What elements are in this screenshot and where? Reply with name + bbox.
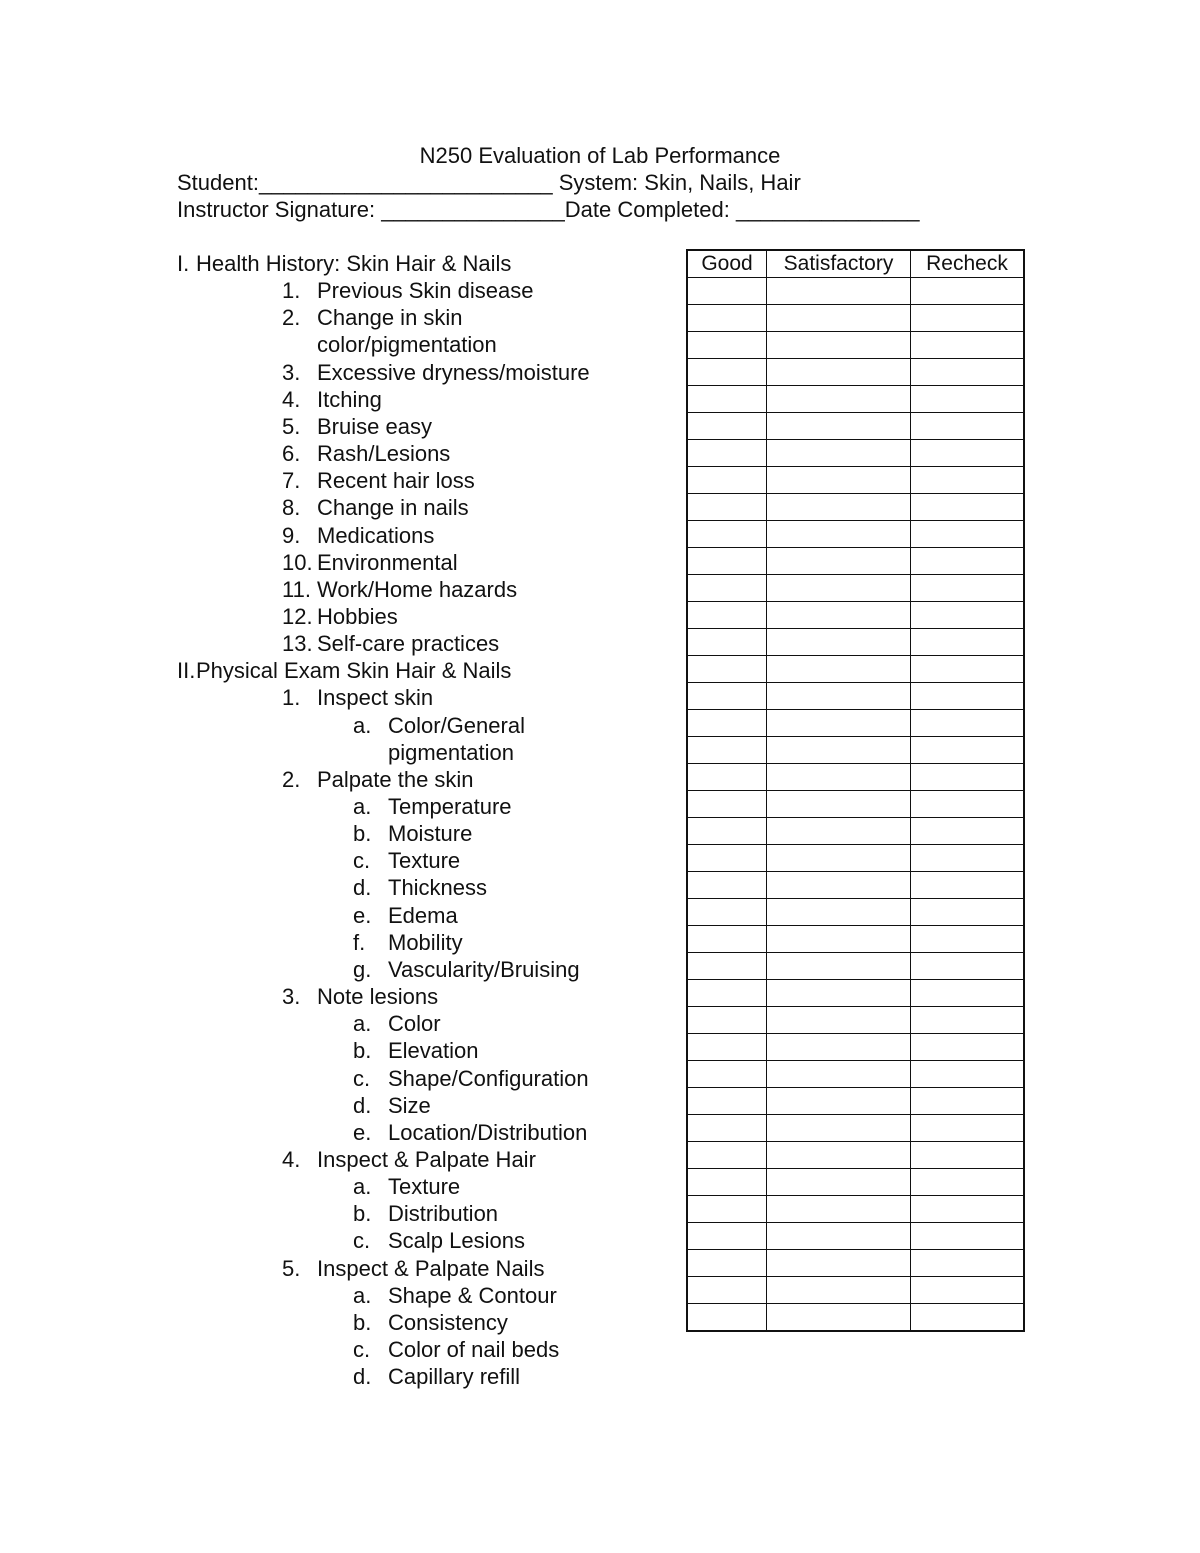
- rating-cell-satisfactory: [767, 1007, 911, 1034]
- outline-item-text: Itching: [317, 386, 382, 412]
- rating-grid-row: [687, 494, 1024, 521]
- outline-item-text: Shape/Configuration: [388, 1065, 589, 1091]
- outline-item-text: Previous Skin disease: [317, 278, 534, 304]
- rating-grid-row: [687, 1034, 1024, 1061]
- rating-cell-good: [687, 1034, 767, 1061]
- outline-item-text: Palpate the skin: [317, 766, 474, 792]
- outline-item-marker: d.: [353, 1092, 372, 1118]
- outline-item-marker: 13.: [282, 631, 313, 657]
- rating-grid-row: [687, 305, 1024, 332]
- rating-cell-satisfactory: [767, 683, 911, 710]
- outline-item-text: Shape & Contour: [388, 1282, 557, 1308]
- page-title: N250 Evaluation of Lab Performance: [419, 143, 781, 168]
- rating-cell-satisfactory: [767, 1034, 911, 1061]
- outline-item-text: Medications: [317, 522, 435, 548]
- outline-item-text: Inspect & Palpate Hair: [317, 1146, 536, 1172]
- outline-item-marker: c.: [353, 1228, 371, 1254]
- rating-cell-recheck: [911, 1277, 1025, 1304]
- rating-cell-good: [687, 683, 767, 710]
- rating-cell-recheck: [911, 1061, 1025, 1088]
- outline-item-text: Bruise easy: [317, 413, 432, 439]
- rating-cell-good: [687, 1142, 767, 1169]
- outline-item-marker: 9.: [282, 522, 301, 548]
- rating-cell-good: [687, 386, 767, 413]
- rating-grid-row: [687, 1115, 1024, 1142]
- rating-cell-satisfactory: [767, 440, 911, 467]
- outline-item-marker: 7.: [282, 468, 301, 494]
- rating-grid-row: [687, 359, 1024, 386]
- rating-cell-satisfactory: [767, 575, 911, 602]
- rating-grid-row: [687, 548, 1024, 575]
- rating-cell-satisfactory: [767, 899, 911, 926]
- rating-cell-satisfactory: [767, 1304, 911, 1332]
- rating-cell-satisfactory: [767, 548, 911, 575]
- rating-cell-good: [687, 548, 767, 575]
- rating-cell-recheck: [911, 1304, 1025, 1332]
- rating-cell-satisfactory: [767, 1277, 911, 1304]
- rating-cell-recheck: [911, 818, 1025, 845]
- rating-cell-satisfactory: [767, 386, 911, 413]
- rating-grid-row: [687, 656, 1024, 683]
- outline-item-marker: c.: [353, 848, 371, 874]
- rating-cell-good: [687, 494, 767, 521]
- outline-item-marker: II.: [177, 658, 196, 684]
- rating-cell-good: [687, 872, 767, 899]
- rating-grid-row: [687, 710, 1024, 737]
- rating-grid: [686, 249, 1025, 1332]
- outline-item-marker: 1.: [282, 278, 301, 304]
- rating-cell-satisfactory: [767, 1142, 911, 1169]
- rating-grid-row: [687, 926, 1024, 953]
- rating-cell-satisfactory: [767, 926, 911, 953]
- rating-cell-satisfactory: [767, 1169, 911, 1196]
- rating-cell-recheck: [911, 710, 1025, 737]
- outline-item-marker: 4.: [282, 386, 301, 412]
- rating-cell-good: [687, 359, 767, 386]
- rating-cell-good: [687, 1277, 767, 1304]
- outline-item-text: pigmentation: [388, 739, 514, 765]
- rating-grid-row: [687, 1169, 1024, 1196]
- rating-grid-row: [687, 1007, 1024, 1034]
- outline-item-marker: b.: [353, 821, 372, 847]
- rating-cell-recheck: [911, 602, 1025, 629]
- rating-grid-row: [687, 413, 1024, 440]
- rating-cell-satisfactory: [767, 1196, 911, 1223]
- outline-item-text: Rash/Lesions: [317, 441, 451, 466]
- rating-grid-row: [687, 1142, 1024, 1169]
- outline-item-marker: 6.: [282, 441, 301, 466]
- rating-cell-good: [687, 521, 767, 548]
- rating-cell-recheck: [911, 494, 1025, 521]
- rating-cell-satisfactory: [767, 980, 911, 1007]
- outline-item-text: Inspect skin: [317, 685, 434, 711]
- outline-item-text: Temperature: [388, 794, 512, 819]
- outline-item-text: Location/Distribution: [388, 1119, 588, 1145]
- outline-item-marker: 11.: [282, 576, 311, 602]
- outline-item-text: Physical Exam Skin Hair & Nails: [196, 658, 512, 684]
- rating-cell-recheck: [911, 845, 1025, 872]
- outline-item-text: Health History: Skin Hair & Nails: [196, 251, 512, 276]
- rating-grid-row: [687, 1196, 1024, 1223]
- rating-cell-satisfactory: [767, 305, 911, 332]
- rating-cell-satisfactory: [767, 872, 911, 899]
- outline-item-marker: 2.: [282, 305, 301, 331]
- rating-cell-good: [687, 1115, 767, 1142]
- outline-item-marker: a.: [353, 712, 372, 738]
- column-header-good: Good: [687, 250, 767, 278]
- rating-cell-good: [687, 818, 767, 845]
- rating-cell-recheck: [911, 791, 1025, 818]
- outline-item-text: Recent hair loss: [317, 468, 475, 494]
- rating-grid-row: [687, 980, 1024, 1007]
- rating-cell-satisfactory: [767, 521, 911, 548]
- rating-cell-recheck: [911, 980, 1025, 1007]
- rating-cell-good: [687, 305, 767, 332]
- outline-item-marker: a.: [353, 1011, 372, 1037]
- rating-cell-good: [687, 1061, 767, 1088]
- outline-item-text: Note lesions: [317, 984, 439, 1009]
- outline-item-text: Moisture: [388, 821, 473, 847]
- rating-cell-good: [687, 764, 767, 791]
- rating-grid-row: [687, 440, 1024, 467]
- rating-cell-good: [687, 1169, 767, 1196]
- outline-item-marker: a.: [353, 794, 372, 819]
- rating-cell-satisfactory: [767, 278, 911, 305]
- outline-item-marker: 10.: [282, 549, 313, 575]
- outline-item-marker: f.: [353, 929, 366, 955]
- rating-grid-row: [687, 899, 1024, 926]
- rating-cell-satisfactory: [767, 494, 911, 521]
- rating-cell-good: [687, 332, 767, 359]
- rating-grid-row: [687, 791, 1024, 818]
- outline-item-marker: I.: [177, 251, 190, 276]
- rating-cell-satisfactory: [767, 737, 911, 764]
- rating-cell-good: [687, 710, 767, 737]
- outline-item-text: Distribution: [388, 1201, 499, 1227]
- outline-item-text: Capillary refill: [388, 1364, 521, 1390]
- rating-cell-satisfactory: [767, 818, 911, 845]
- outline-item-text: Size: [388, 1092, 431, 1118]
- rating-cell-good: [687, 575, 767, 602]
- rating-cell-recheck: [911, 737, 1025, 764]
- rating-grid-row: [687, 818, 1024, 845]
- rating-cell-good: [687, 1304, 767, 1332]
- rating-cell-recheck: [911, 1034, 1025, 1061]
- rating-cell-good: [687, 1088, 767, 1115]
- rating-cell-good: [687, 278, 767, 305]
- rating-cell-recheck: [911, 413, 1025, 440]
- rating-cell-good: [687, 602, 767, 629]
- rating-grid-row: [687, 737, 1024, 764]
- rating-cell-recheck: [911, 764, 1025, 791]
- rating-cell-recheck: [911, 926, 1025, 953]
- rating-grid-row: [687, 629, 1024, 656]
- rating-cell-recheck: [911, 1007, 1025, 1034]
- rating-grid-row: [687, 872, 1024, 899]
- rating-cell-satisfactory: [767, 467, 911, 494]
- rating-cell-recheck: [911, 305, 1025, 332]
- rating-cell-recheck: [911, 575, 1025, 602]
- outline-item-text: Excessive dryness/moisture: [317, 359, 590, 385]
- outline-item-text: Vascularity/Bruising: [388, 956, 580, 982]
- column-header-satisfactory: Satisfactory: [767, 250, 911, 278]
- outline-item-text: Thickness: [388, 875, 488, 901]
- rating-cell-recheck: [911, 1142, 1025, 1169]
- rating-grid-row: [687, 953, 1024, 980]
- rating-cell-good: [687, 440, 767, 467]
- rating-grid-row: [687, 386, 1024, 413]
- rating-cell-recheck: [911, 1196, 1025, 1223]
- rating-cell-recheck: [911, 440, 1025, 467]
- rating-cell-recheck: [911, 1223, 1025, 1250]
- rating-cell-satisfactory: [767, 413, 911, 440]
- outline-item-text: Mobility: [388, 929, 463, 955]
- rating-cell-satisfactory: [767, 953, 911, 980]
- outline-item-marker: 3.: [282, 359, 301, 385]
- outline-item-marker: b.: [353, 1038, 372, 1064]
- rating-grid-row: [687, 602, 1024, 629]
- outline-item-marker: 4.: [282, 1146, 301, 1172]
- outline-item-text: Inspect & Palpate Nails: [317, 1255, 545, 1281]
- instructor-date-line: Instructor Signature: _______________Date Completed: _______________: [177, 197, 920, 222]
- outline-item-text: Environmental: [317, 549, 458, 575]
- rating-cell-good: [687, 467, 767, 494]
- outline-item-text: Work/Home hazards: [317, 576, 518, 602]
- outline-item-marker: 1.: [282, 685, 301, 711]
- outline-item-marker: g.: [353, 956, 372, 982]
- rating-cell-good: [687, 1223, 767, 1250]
- rating-cell-recheck: [911, 521, 1025, 548]
- outline-item-text: Change in skin: [317, 305, 463, 331]
- outline-item-text: Self-care practices: [317, 631, 500, 657]
- outline-item-text: Change in nails: [317, 495, 469, 521]
- rating-cell-good: [687, 899, 767, 926]
- rating-cell-recheck: [911, 332, 1025, 359]
- outline-item-marker: d.: [353, 875, 372, 901]
- rating-grid-row: [687, 332, 1024, 359]
- outline-item-marker: b.: [353, 1309, 372, 1335]
- rating-grid-row: [687, 467, 1024, 494]
- rating-grid-header-row: [687, 250, 1024, 278]
- rating-grid-row: [687, 1304, 1024, 1332]
- outline-item-marker: 12.: [282, 604, 313, 629]
- rating-cell-good: [687, 1007, 767, 1034]
- rating-cell-good: [687, 791, 767, 818]
- outline-item-text: color/pigmentation: [317, 332, 497, 358]
- rating-cell-good: [687, 926, 767, 953]
- rating-cell-satisfactory: [767, 1061, 911, 1088]
- rating-cell-recheck: [911, 548, 1025, 575]
- rating-cell-good: [687, 845, 767, 872]
- rating-cell-satisfactory: [767, 656, 911, 683]
- rating-cell-satisfactory: [767, 1223, 911, 1250]
- rating-cell-recheck: [911, 656, 1025, 683]
- rating-cell-satisfactory: [767, 1088, 911, 1115]
- rating-cell-satisfactory: [767, 764, 911, 791]
- outline-item-marker: 8.: [282, 495, 301, 521]
- rating-cell-good: [687, 953, 767, 980]
- rating-grid-row: [687, 683, 1024, 710]
- outline-item-text: Color: [388, 1011, 441, 1037]
- rating-grid-row: [687, 1061, 1024, 1088]
- rating-grid-row: [687, 845, 1024, 872]
- rating-grid-row: [687, 1250, 1024, 1277]
- outline-item-marker: a.: [353, 1282, 372, 1308]
- rating-cell-recheck: [911, 683, 1025, 710]
- column-header-recheck: Recheck: [911, 250, 1025, 278]
- outline-item-text: Scalp Lesions: [388, 1228, 525, 1254]
- outline-item-marker: e.: [353, 1119, 372, 1145]
- rating-cell-good: [687, 656, 767, 683]
- outline-item-text: Texture: [388, 1174, 461, 1200]
- rating-cell-good: [687, 980, 767, 1007]
- outline-item-marker: c.: [353, 1337, 371, 1362]
- rating-cell-recheck: [911, 1088, 1025, 1115]
- rating-grid-row: [687, 575, 1024, 602]
- rating-cell-good: [687, 413, 767, 440]
- rating-cell-satisfactory: [767, 1250, 911, 1277]
- rating-grid-row: [687, 1277, 1024, 1304]
- rating-grid-row: [687, 521, 1024, 548]
- rating-grid-row: [687, 764, 1024, 791]
- rating-cell-satisfactory: [767, 845, 911, 872]
- outline-item-marker: 2.: [282, 766, 301, 792]
- rating-cell-recheck: [911, 467, 1025, 494]
- outline-item-text: Color/General: [388, 712, 525, 738]
- rating-cell-good: [687, 1250, 767, 1277]
- rating-cell-good: [687, 1196, 767, 1223]
- outline-item-marker: d.: [353, 1364, 372, 1390]
- outline-item-marker: a.: [353, 1174, 372, 1200]
- outline-item-marker: c.: [353, 1065, 371, 1091]
- rating-cell-recheck: [911, 953, 1025, 980]
- outline-item-text: Elevation: [388, 1038, 479, 1064]
- rating-cell-satisfactory: [767, 791, 911, 818]
- outline-item-marker: e.: [353, 902, 372, 928]
- rating-grid-row: [687, 1223, 1024, 1250]
- outline-item-marker: 3.: [282, 984, 301, 1009]
- rating-cell-good: [687, 629, 767, 656]
- rating-cell-satisfactory: [767, 602, 911, 629]
- rating-cell-satisfactory: [767, 1115, 911, 1142]
- rating-cell-satisfactory: [767, 332, 911, 359]
- outline-item-marker: 5.: [282, 413, 301, 439]
- rating-cell-satisfactory: [767, 629, 911, 656]
- rating-cell-recheck: [911, 1250, 1025, 1277]
- rating-cell-recheck: [911, 1169, 1025, 1196]
- rating-cell-satisfactory: [767, 359, 911, 386]
- outline-item-marker: b.: [353, 1201, 372, 1227]
- outline-item-text: Edema: [388, 902, 458, 928]
- outline-item-text: Consistency: [388, 1309, 508, 1335]
- student-system-line: Student:________________________ System: Skin, Nails, Hair: [177, 170, 801, 195]
- outline-item-marker: 5.: [282, 1255, 301, 1281]
- outline-item-text: Texture: [388, 848, 461, 874]
- rating-grid-row: [687, 1088, 1024, 1115]
- rating-cell-recheck: [911, 629, 1025, 656]
- rating-cell-good: [687, 737, 767, 764]
- rating-cell-recheck: [911, 386, 1025, 413]
- rating-cell-recheck: [911, 872, 1025, 899]
- outline-item-text: Hobbies: [317, 604, 398, 629]
- rating-grid-row: [687, 278, 1024, 305]
- rating-cell-recheck: [911, 278, 1025, 305]
- rating-cell-recheck: [911, 1115, 1025, 1142]
- rating-cell-recheck: [911, 899, 1025, 926]
- rating-cell-recheck: [911, 359, 1025, 386]
- outline-item-text: Color of nail beds: [388, 1337, 560, 1362]
- rating-cell-satisfactory: [767, 710, 911, 737]
